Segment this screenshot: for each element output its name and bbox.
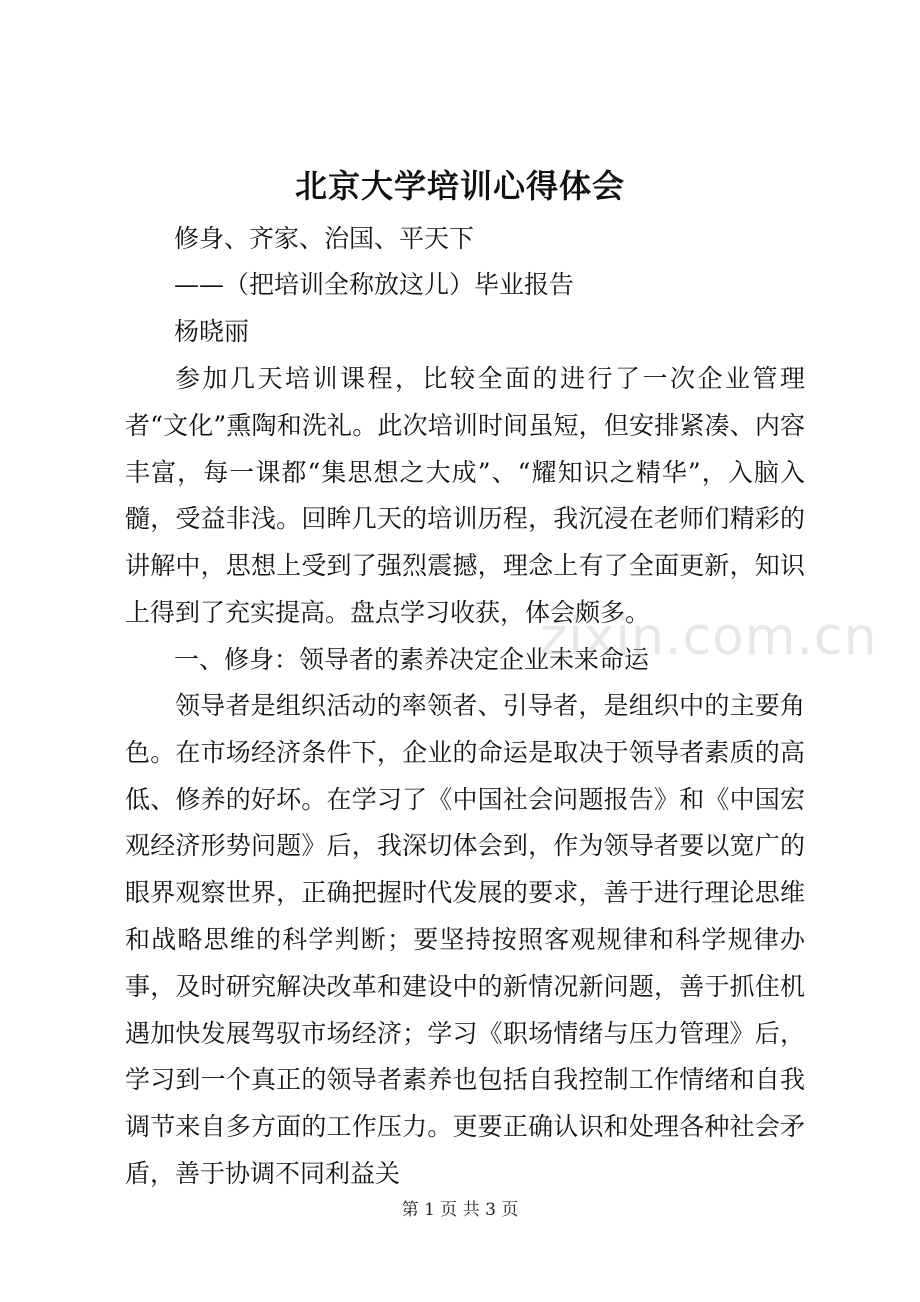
author-name: 杨晓丽 <box>174 317 250 346</box>
watermark-text: zixin.com.cn <box>540 607 878 667</box>
paragraph-section-1: 领导者是组织活动的率领者、引导者，是组织中的主要角色。在市场经济条件下，企业的命运是取决于领导者素质的高低、修养的好坏。在学习了《中国社会问题报告》和《中国宏观经济形势问题》后，我深切体会到，作为领导者要以宽广的眼界观察世界，正确把握时代发展的要求，善于进行理论思维和战略思维的科学判断；要坚持按照客观规律和科学规律办事，及时研究解决改革和建设中的新情况新问题，善于抓住机遇加快发展驾驭市场经济；学习《职场情绪与压力管理》后，学习到一个真正的领导者素养也包括自我控制工作情绪和自我调节来自多方面的工作压力。更要正确认识和处理各种社会矛盾，善于协调不同利益关 <box>125 691 805 1188</box>
subtitle-line-2: ——（把培训全称放这儿）毕业报告 <box>174 270 575 299</box>
paragraph-intro: 参加几天培训课程，比较全面的进行了一次企业管理者“文化”熏陶和洗礼。此次培训时间虽短，但安排紧凑、内容丰富，每一课都“集思想之大成”、“耀知识之精华”，入脑入髓，受益非浅。回眸几天的培训历程，我沉浸在老师们精彩的讲解中，思想上受到了强烈震撼，理念上有了全面更新，知识上得到了充实提高。盘点学习收获，体会颇多。 <box>125 364 805 627</box>
page-footer: 第 1 页 共 3 页 <box>401 1200 519 1220</box>
section-heading-1: 一、修身：领导者的素养决定企业未来命运 <box>174 645 650 674</box>
document-title: 北京大学培训心得体会 <box>294 167 625 205</box>
subtitle-line-1: 修身、齐家、治国、平天下 <box>174 224 475 253</box>
